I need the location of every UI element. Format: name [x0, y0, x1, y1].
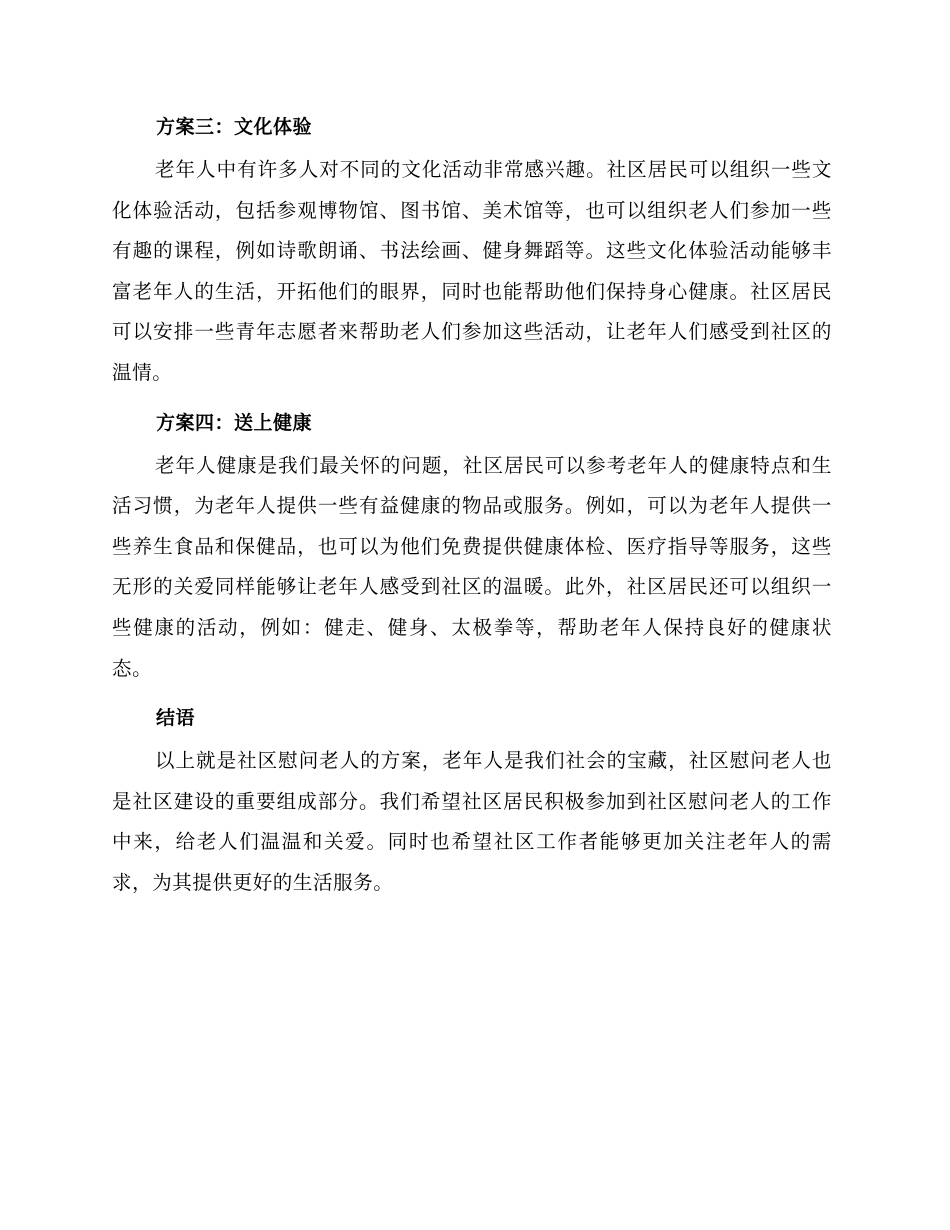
section-paragraph-plan-three: 老年人中有许多人对不同的文化活动非常感兴趣。社区居民可以组织一些文化体验活动，包括参观博物馆、图书馆、美术馆等，也可以组织老人们参加一些有趣的课程，例如诗歌朗诵、书法绘画、健身舞蹈等。这些文化体验活动能够丰富老年人的生活，开拓他们的眼界，同时也能帮助他们保持身心健康。社区居民可以安排一些青年志愿者来帮助老人们参加这些活动，让老年人们感受到社区的温情。 — [112, 158, 832, 384]
section-heading-conclusion: 结语 — [156, 707, 196, 730]
section-paragraph-plan-four: 老年人健康是我们最关怀的问题，社区居民可以参考老年人的健康特点和生活习惯，为老年人提供一些有益健康的物品或服务。例如，可以为老年人提供一些养生食品和保健品，也可以为他们免费提供健康体检、医疗指导等服务，这些无形的关爱同样能够让老年人感受到社区的温暖。此外，社区居民还可以组织一些健康的活动，例如：健走、健身、太极拳等，帮助老年人保持良好的健康状态。 — [112, 453, 832, 680]
section-heading-plan-three: 方案三：文化体验 — [156, 116, 313, 138]
document-page — [112, 104, 832, 910]
section-heading-plan-four: 方案四：送上健康 — [156, 411, 313, 434]
section-paragraph-conclusion: 以上就是社区慰问老人的方案，老年人是我们社会的宝藏，社区慰问老人也是社区建设的重要组成部分。我们希望社区居民积极参加到社区慰问老人的工作中来，给老人们温温和关爱。同时也希望社区工作者能够更加关注老年人的需求，为其提供更好的生活服务。 — [112, 749, 832, 894]
